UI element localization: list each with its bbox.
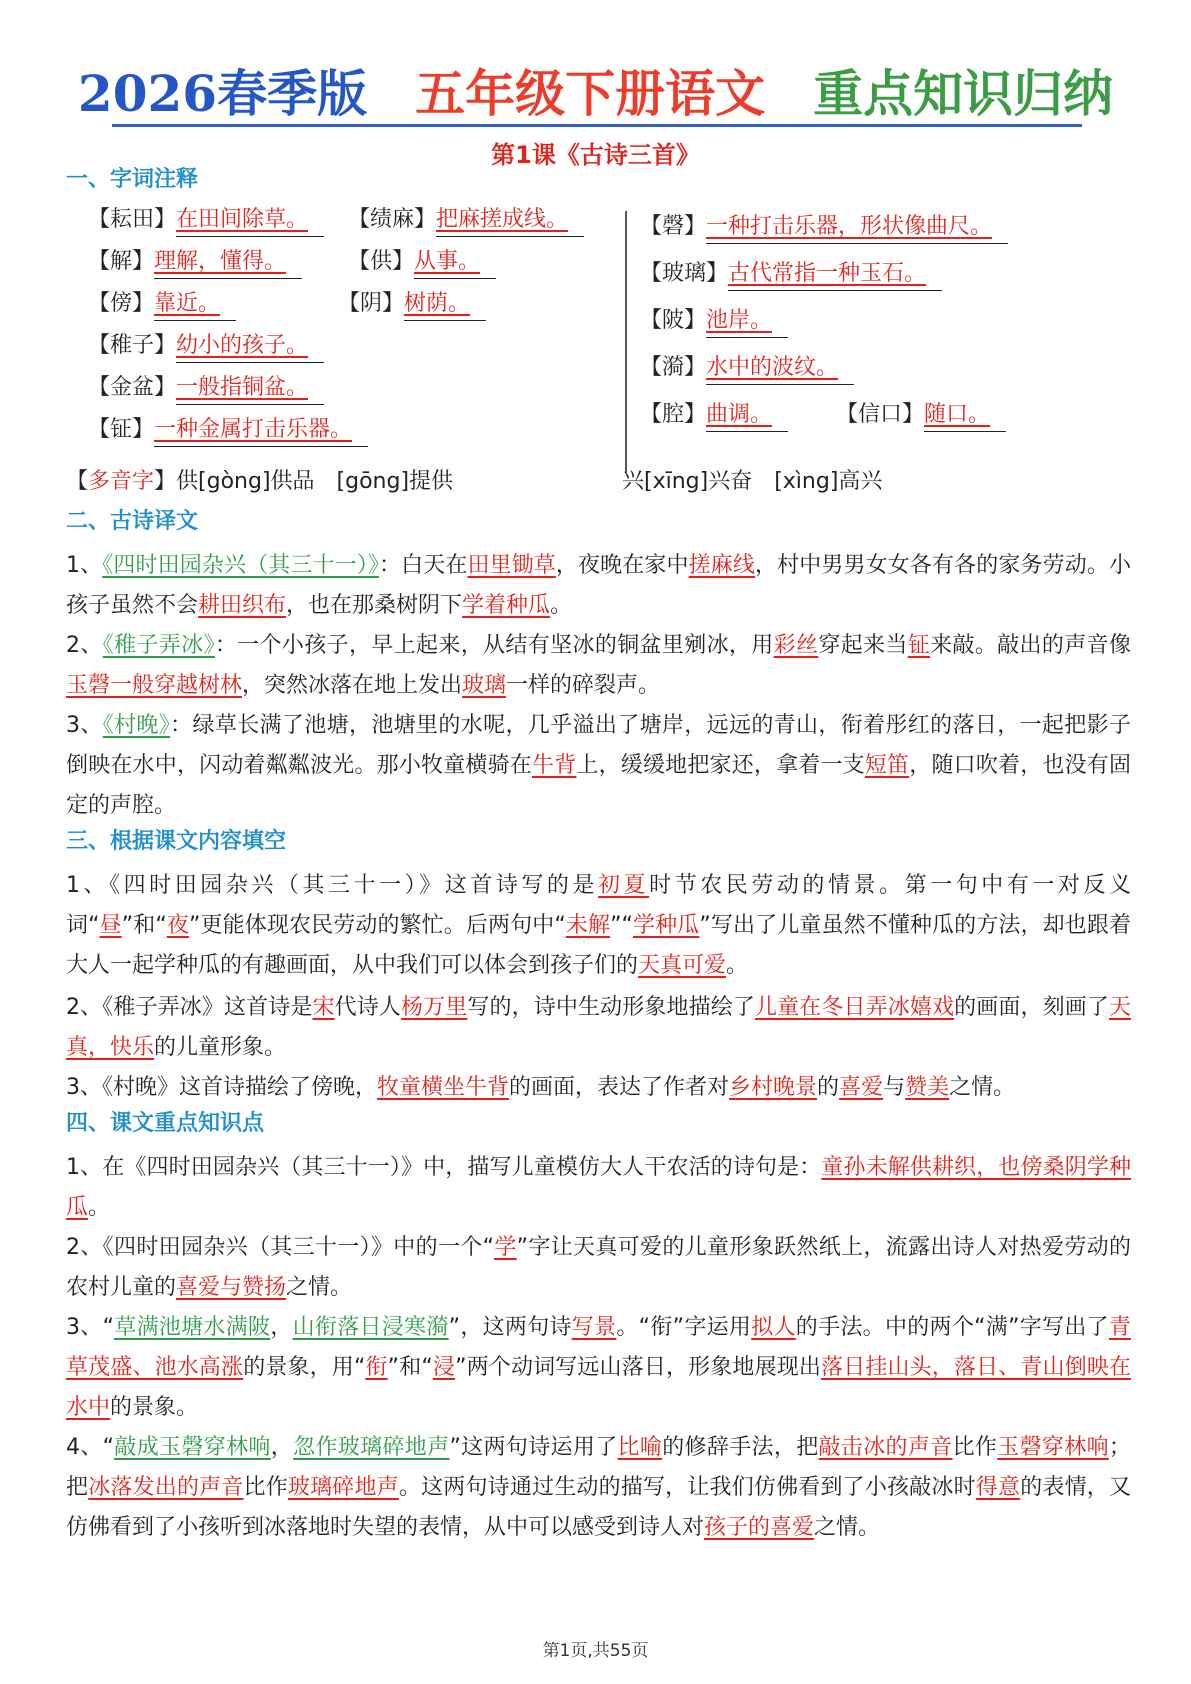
answer-segment: 杨万里	[400, 995, 468, 1020]
answer-segment: 天真，快乐	[66, 995, 1131, 1060]
answer-segment: 夜	[166, 913, 190, 938]
text-segment: 的	[817, 1075, 840, 1100]
fill-item-2	[66, 988, 1131, 1068]
answer-segment: 未解	[565, 913, 611, 938]
vocab-item: 【傍】靠近。	[88, 288, 236, 321]
answer-segment: 忽作玻璃碎地声	[293, 1435, 450, 1460]
text-segment: 。“衔”字运用	[616, 1315, 752, 1340]
text-segment: 1、《四时田园杂兴（其三十一）》这首诗写的是	[66, 873, 599, 898]
text-segment: ”字让天真可爱的儿童形象跃然纸上，流露出诗人对热爱劳动的农村儿童的	[66, 1235, 1131, 1300]
text-segment: ，随口吹着，也没有固定的声腔。	[66, 753, 1131, 818]
text-segment: 之情。	[949, 1075, 1016, 1100]
answer-segment: 玻璃碎地声	[287, 1475, 399, 1500]
vocab-item: 【耘田】在田间除草。	[88, 204, 324, 237]
answer-segment: 牧童横坐牛背	[377, 1075, 510, 1100]
text-segment: ，	[270, 1315, 293, 1340]
vocab-item: 【金盆】一般指铜盆。	[88, 372, 324, 405]
answer-segment: 儿童在冬日弄冰嬉戏	[754, 995, 955, 1020]
vocab-item: 【绩麻】把麻搓成线。	[348, 204, 584, 237]
text-segment: ，突然冰落在地上发出	[242, 673, 463, 698]
answer-segment: 草满池塘水满陂	[113, 1315, 271, 1340]
banner-edition: 2026春季版	[77, 64, 368, 123]
fill-item-1	[66, 866, 1131, 986]
keypoint-item-3	[66, 1308, 1131, 1428]
vocab-item: 【阴】树荫。	[338, 288, 486, 321]
answer-segment: 喜爱	[839, 1075, 884, 1100]
section-heading-vocab: 一、字词注释	[66, 167, 199, 192]
text-segment: 的画面，刻画了	[954, 995, 1109, 1020]
translation-item-2: 2、《稚子弄冰》：一个小孩子，早上起来，从结有坚冰的铜盆里剜冰，用彩丝穿起来当钲来敲。敲出的声音像玉磬一般穿越树林，突然冰落在地上发出玻璃一样的碎裂声。	[66, 633, 1131, 698]
text-segment: ”“	[610, 913, 633, 938]
answer-segment: 牛背	[532, 753, 577, 778]
text-segment: 2、《四时田园杂兴（其三十一）》中的一个“	[66, 1235, 494, 1260]
text-segment: 4、“	[66, 1435, 115, 1460]
text-segment: ”和“	[121, 913, 167, 938]
vocab-item: 【漪】水中的波纹。	[640, 352, 854, 385]
answer-segment: 冰落发出的声音	[88, 1475, 244, 1500]
vocab-item: 【磬】一种打击乐器，形状像曲尺。	[640, 211, 1008, 244]
answer-segment: 赞美	[905, 1075, 950, 1100]
page-footer: 第1页,共55页	[542, 1641, 649, 1661]
answer-segment: 得意	[975, 1475, 1021, 1500]
answer-segment: 耕田织布	[198, 593, 287, 618]
vocab-item: 【钲】一种金属打击乐器。	[88, 414, 368, 447]
keypoint-item-1	[66, 1148, 1131, 1228]
answer-segment: 初夏	[598, 873, 650, 898]
text-segment: ”两个动词写远山落日，形象地展现出	[455, 1355, 822, 1380]
translation-item-3: 3、《村晚》：绿草长满了池塘，池塘里的水呢，几乎溢出了塘岸，远远的青山，衔着彤红的落日，一起把影子倒映在水中，闪动着粼粼波光。那小牧童横骑在牛背上，缓缓地把家还，拿着一支短笛，随口吹着，也没有固定的声腔。	[66, 713, 1131, 818]
polyphone-row: 【多音字】供[gòng]供品 [gōng]提供	[66, 469, 454, 494]
translation-item-1: 1、《四时田园杂兴（其三十一）》：白天在田里锄草，夜晚在家中搓麻线，村中男男女女各有各的家务劳动。小孩子虽然不会耕田织布，也在那桑树阴下学着种瓜。	[66, 553, 1131, 618]
text-segment: ；把	[66, 1435, 1131, 1500]
text-segment: 一样的碎裂声。	[506, 673, 661, 698]
text-segment: ”和“	[387, 1355, 433, 1380]
text-segment: 的修辞手法，把	[662, 1435, 819, 1460]
answer-segment: 比喻	[617, 1435, 663, 1460]
polyphone-label: 多音字	[88, 469, 155, 494]
text-segment: ：绿草长满了池塘，池塘里的水呢，几乎溢出了塘岸，远远的青山，衔着彤红的落日，一起把影子倒映在水中，闪动着粼粼波光。那小牧童横骑在	[66, 713, 1131, 778]
vocab-item: 【腔】曲调。	[640, 399, 788, 432]
text-segment: 的儿童形象。	[154, 1035, 287, 1060]
text-segment: ”这两句诗运用了	[449, 1435, 618, 1460]
text-segment: 的景象。	[110, 1395, 199, 1420]
vocab-item: 【玻璃】古代常指一种玉石。	[640, 258, 942, 291]
text-segment: ：白天在	[378, 553, 468, 578]
text-segment: ”更能体现农民劳动的繁忙。后两句中“	[189, 913, 566, 938]
answer-segment: 喜爱与赞扬	[176, 1275, 287, 1300]
text-segment: 穿起来当	[818, 633, 908, 658]
answer-segment: 玻璃	[462, 673, 507, 698]
answer-segment: 敲击冰的声音	[818, 1435, 953, 1460]
text-segment: ，也在那桑树阴下	[286, 593, 463, 618]
text-segment: 之情。	[814, 1515, 881, 1540]
vocab-item: 【供】从事。	[348, 246, 496, 279]
text-segment: 。	[88, 1195, 111, 1220]
answer-segment: 玉磬穿林响	[997, 1435, 1109, 1460]
answer-segment: 搓麻线	[688, 553, 756, 578]
text-segment: 的表情，又仿佛看到了小孩听到冰落地时失望的表情，从中可以感受到诗人对	[66, 1475, 1131, 1540]
text-segment: 1、在《四时田园杂兴（其三十一）》中，描写儿童模仿大人干农活的诗句是：	[66, 1155, 822, 1180]
text-segment: 之情。	[286, 1275, 353, 1300]
text-segment: 来敲。敲出的声音像	[930, 633, 1131, 658]
fill-item-3	[66, 1068, 1131, 1108]
text-segment: ，	[270, 1435, 294, 1460]
answer-segment: 短笛	[864, 753, 910, 778]
vocab-item: 【陂】池岸。	[640, 305, 788, 338]
text-segment: ”，这两句诗	[448, 1315, 572, 1340]
answer-segment: 浸	[432, 1355, 456, 1380]
text-segment: 。	[726, 953, 749, 978]
text-segment: 比作	[952, 1435, 998, 1460]
text-segment: ：一个小孩子，早上起来，从结有坚冰的铜盆里剜冰，用	[214, 633, 774, 658]
text-segment: ，村中男男女女各有各的家务劳动。小孩子虽然不会	[66, 553, 1131, 618]
answer-segment: 学	[494, 1235, 517, 1260]
vocab-item: 【信口】随口。	[836, 399, 1006, 432]
text-segment: 写的，诗中生动形象地描绘了	[467, 995, 755, 1020]
answer-segment: 拟人	[751, 1315, 796, 1340]
text-segment: 。	[550, 593, 573, 618]
banner-topic: 重点知识归纳	[813, 64, 1114, 123]
vocab-item: 【解】理解，懂得。	[88, 246, 302, 279]
text-segment: ”写出了儿童虽然不懂种瓜的方法，却也跟着大人一起学种瓜的有趣画面，从中我们可以体会到孩子们的	[66, 913, 1131, 978]
text-segment: 。这两句诗通过生动的描写，让我们仿佛看到了小孩敲冰时	[398, 1475, 976, 1500]
page-banner	[0, 62, 1191, 126]
answer-segment: 宋	[312, 995, 335, 1020]
answer-segment: 钲	[907, 633, 931, 658]
text-segment: 3、“	[66, 1315, 114, 1340]
text-segment: 的画面，表达了作者对	[509, 1075, 730, 1100]
text-segment: 3、《村晚》这首诗描绘了傍晚，	[66, 1075, 377, 1100]
section-heading-keypoints: 四、课文重点知识点	[66, 1111, 265, 1136]
answer-segment: 孩子的喜爱	[704, 1515, 815, 1540]
lesson-title: 第1课《古诗三首》	[491, 141, 700, 169]
text-segment: 时节农民劳动的情景。第一句中有一对反义词“	[66, 873, 1131, 938]
answer-segment: 敲成玉磬穿林响	[114, 1435, 271, 1460]
answer-segment: 学着种瓜	[462, 593, 551, 618]
keypoint-item-4	[66, 1428, 1131, 1548]
answer-segment: 衔	[365, 1355, 388, 1380]
polyphone-row-right: 兴[xīng]兴奋 [xìng]高兴	[622, 469, 883, 494]
answer-segment: 童孙未解供耕织，也傍桑阴学种瓜	[66, 1155, 1131, 1220]
answer-segment: 玉磬一般穿越树林	[66, 673, 243, 698]
text-segment: 上，缓缓地把家还，拿着一支	[576, 753, 865, 778]
answer-segment: 天真可爱	[638, 953, 727, 978]
keypoint-item-2	[66, 1228, 1131, 1308]
answer-segment: 山衔落日浸寒漪	[292, 1315, 449, 1340]
banner-subject: 五年级下册语文	[415, 64, 766, 123]
answer-segment: 青草茂盛、池水高涨	[66, 1315, 1131, 1380]
answer-segment: 乡村晚景	[729, 1075, 818, 1100]
section-heading-translation: 二、古诗译文	[66, 509, 199, 534]
answer-segment: 学种瓜	[632, 913, 700, 938]
text-segment: 比作	[243, 1475, 288, 1500]
text-segment: ，夜晚在家中	[555, 553, 689, 578]
text-segment: 与	[883, 1075, 906, 1100]
section-heading-fill: 三、根据课文内容填空	[66, 829, 287, 854]
answer-segment: 昼	[99, 913, 122, 938]
text-segment: 代诗人	[334, 995, 401, 1020]
text-segment: 的景象，用“	[243, 1355, 366, 1380]
vocab-item: 【稚子】幼小的孩子。	[88, 330, 324, 363]
answer-segment: 田里锄草	[467, 553, 556, 578]
banner-underline	[112, 124, 1082, 127]
text-segment: 的手法。中的两个“满”字写出了	[795, 1315, 1109, 1340]
answer-segment: 落日挂山头，落日、青山倒映在水中	[66, 1355, 1131, 1420]
answer-segment: 写景	[571, 1315, 617, 1340]
answer-segment: 彩丝	[773, 633, 819, 658]
text-segment: 2、《稚子弄冰》这首诗是	[66, 995, 313, 1020]
column-divider	[625, 211, 627, 473]
